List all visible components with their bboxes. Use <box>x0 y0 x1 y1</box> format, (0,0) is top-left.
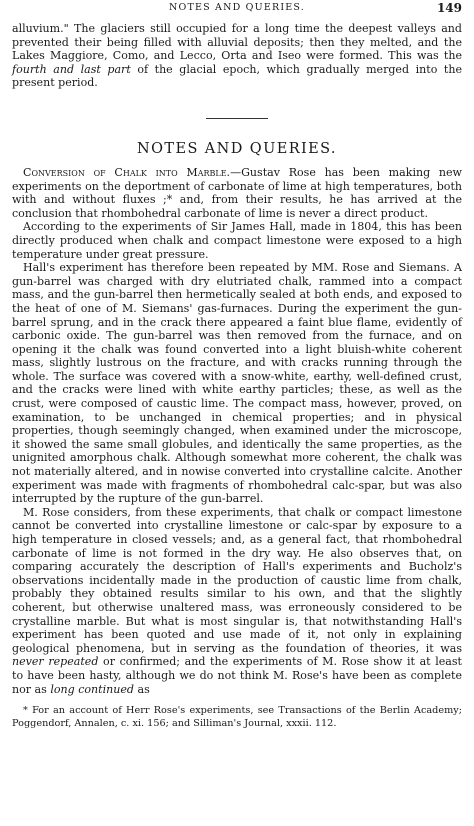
intro-emphasis: fourth and last part <box>12 62 131 76</box>
article-p4-emphasis-2: long continued <box>50 682 134 696</box>
intro-paragraph <box>12 22 462 90</box>
article-paragraph-1 <box>12 166 462 220</box>
running-head <box>0 1 474 15</box>
article-paragraph-4 <box>12 506 462 696</box>
article-p4-text-1: M. Rose considers, from these experiments, that chalk or compact limestone cannot be converted into crystalline limestone or calc-spar by exposure to a high temperature in closed vessels; and, as a general fact, that rhombohedral carbonate of lime is not formed in the dry way. He also observes that, on comparing accurately the description of Hall's experiments and Bucholz's observations incidentally made in the production of caustic lime from chalk, probably they obtained results similar to his own, and that the slightly coherent, but otherwise unaltered mass, was erroneously considered to be crystalline marble. But what is most singular is, that notwithstanding Hall's experiment has been quoted and use made of it, not only in explaining geological phenomena, but in serving as the foundation of theories, it was <box>12 505 462 655</box>
article-paragraph-2: According to the experiments of Sir James Hall, made in 1804, this has been directly produced when chalk and compact limestone were exposed to a high temperature under great pressure. <box>12 220 462 261</box>
section-heading: NOTES AND QUERIES. <box>137 140 337 157</box>
article-title: Conversion of Chalk into Marble. <box>23 165 231 179</box>
running-title: NOTES AND QUERIES. <box>168 2 306 13</box>
footnote-text: * For an account of Herr Rose's experiments, see Transactions of the Berlin Academy; Poggendorf, Annalen, c. xi. 156; and Silliman's Journal, xxxii. 112. <box>12 705 462 729</box>
article-p4-emphasis-1: never repeated <box>12 655 99 669</box>
article-p1-text: —Gustav Rose has been making new experiments on the deportment of carbonate of lime at high temperatures, both with and without fluxes ;* and, from their results, he has arrived at the conclusion that rhombohedral carbonate of lime is never a direct product. <box>12 165 462 220</box>
article-paragraph-3: Hall's experiment has therefore been repeated by MM. Rose and Siemans. A gun-barrel was charged with dry elutriated chalk, rammed into a compact mass, and the gun-barrel then hermetically sealed at both ends, and exposed to the heat of one of M. Siemans' gas-furnaces. During the experiment the gun-barrel sprung, and in the crack there appeared a faint blue flame, evidently of carbonic oxide. The gun-barrel was then removed from the furnace, and on opening it the chalk was found converted into a light bluish-white coherent mass, slightly lustrous on the fracture, and with cracks running through the whole. The surface was covered with a snow-white, earthy, well-defined crust, and the cracks were lined with white earthy particles; these, as well as the crust, were composed of caustic lime. The compact mass, however, proved, on examination, to be unchanged in chemical properties; and in physical properties, though seemingly changed, when examined under the microscope, it showed the same small globules, and identically the same properties, as the unignited amorphous chalk. Although somewhat more coherent, the chalk was not materially altered, and in nowise converted into crystalline calcite. Another experiment was made with fragments of rhombohedral calc-spar, but was also interrupted by the rupture of the gun-barrel. <box>12 261 462 506</box>
footnote <box>12 705 462 730</box>
section-rule <box>206 118 268 119</box>
article-p4-text-2: or confirmed; and the experiments of M. Rose show it at least to have been hasty, although we do not think M. Rose's have been as complete nor as <box>12 655 462 696</box>
intro-text-1: alluvium." The glaciers still occupied for a long time the deepest valleys and prevented their being filled with alluvial deposits; then they melted, and the Lakes Maggiore, Como, and Lecco, Orta and Iseo were formed. This was the <box>12 22 462 63</box>
page-number: 149 <box>436 1 462 15</box>
intro-text-2: of the glacial epoch, which gradually merged into the present period. <box>12 62 462 90</box>
article-p4-text-3: as <box>133 682 150 696</box>
page-body <box>12 22 462 730</box>
